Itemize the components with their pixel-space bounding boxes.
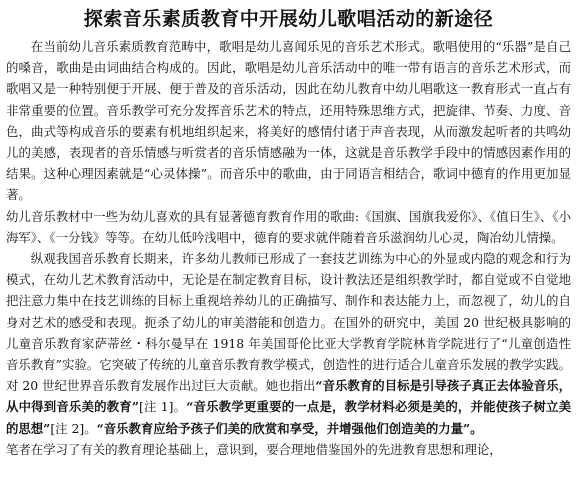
paragraph-2: 幼儿音乐教材中一些为幼儿喜欢的具有显著德育教育作用的歌曲:《国旗、国旗我爱你》、《值日生》、《小海军》、《一分钱》等等。在幼儿低吟浅唱中，德育的要求就伴随着音乐滋润幼儿心灵，陶冶幼儿情操。 xyxy=(6,208,571,245)
paragraph-3 xyxy=(6,248,571,439)
article-title: 探索音乐素质教育中开展幼儿歌唱活动的新途径 xyxy=(83,8,494,30)
paragraph-4: 笔者在学习了有关的教育理论基础上，意识到，要合理地借鉴国外的先进教育思想和理论， xyxy=(6,441,502,457)
quote-2: “音乐教学更重要的一点是，教学材料必须是美的，并能使孩子树立美的思想” xyxy=(6,399,571,436)
quote-3: “音乐教育应给予孩子们美的欣赏和享受，并增强他们创造美的力量”。 xyxy=(96,420,483,436)
citation-1: [注 1]。 xyxy=(139,399,187,415)
quote-1: “音乐教育的目标是引导孩子真正去体验音乐，从中得到音乐美的教育” xyxy=(6,378,571,415)
citation-2: [注 2]。 xyxy=(50,420,97,436)
paragraph-1: 在当前幼儿音乐素质教育范畴中，歌唱是幼儿喜闻乐见的音乐艺术形式。歌唱使用的“乐器”是自己的嗓音，歌曲是由词曲结合构成的。因此，歌唱是幼儿音乐活动中的唯一带有语言的音乐艺术形式，而歌唱又是一种特别便于开展、便于普及的音乐活动，因此在幼儿教育中幼儿唱歌这一教育形式一直占有非常重要的位置。音乐教学可充分发挥音乐艺术的特点，还用特殊思维方式，把旋律、节奏、力度、音色，曲式等构成音乐的要素有机地组织起来，将美好的感情付诸于声音表现，从而激发起听者的共鸣幼儿的美感，表现者的音乐情感与听赏者的音乐情感融为一体，这就是音乐教学手段中的情感因素作用的结果。这种心理因素就是“心灵体操”。而音乐中的歌曲，由于同语言相结合，歌词中德育的作用更加显著。 xyxy=(6,39,571,203)
paragraph-3-text: 纵观我国音乐教育长期来，许多幼儿教师已形成了一套技艺训练为中心的外显或内隐的观念和行为模式，在幼儿艺术教育活动中，无论是在制定教育目标，设计教法还是组织教学时，都自觉或不自觉地把注意力集中在技艺训练的目标上重视培养幼儿的正确描写、制作和表达能力上，而忽视了，幼儿的自身对艺术的感受和表现。扼杀了幼儿的审美潜能和创造力。在国外的研究中，美国 20 世纪极具影响的儿童音乐教育家萨蒂丝・科尔曼早在 1918 年美国哥伦比亚大学教育学院林肯学院进行了“儿童创造性音乐教育”实验。它突破了传统的儿童音乐教育教学模式，创造性的进行适合儿童音乐发展的教学实践。对 20 世纪世界音乐教育发展作出过巨大贡献。她也指出 xyxy=(6,251,571,394)
